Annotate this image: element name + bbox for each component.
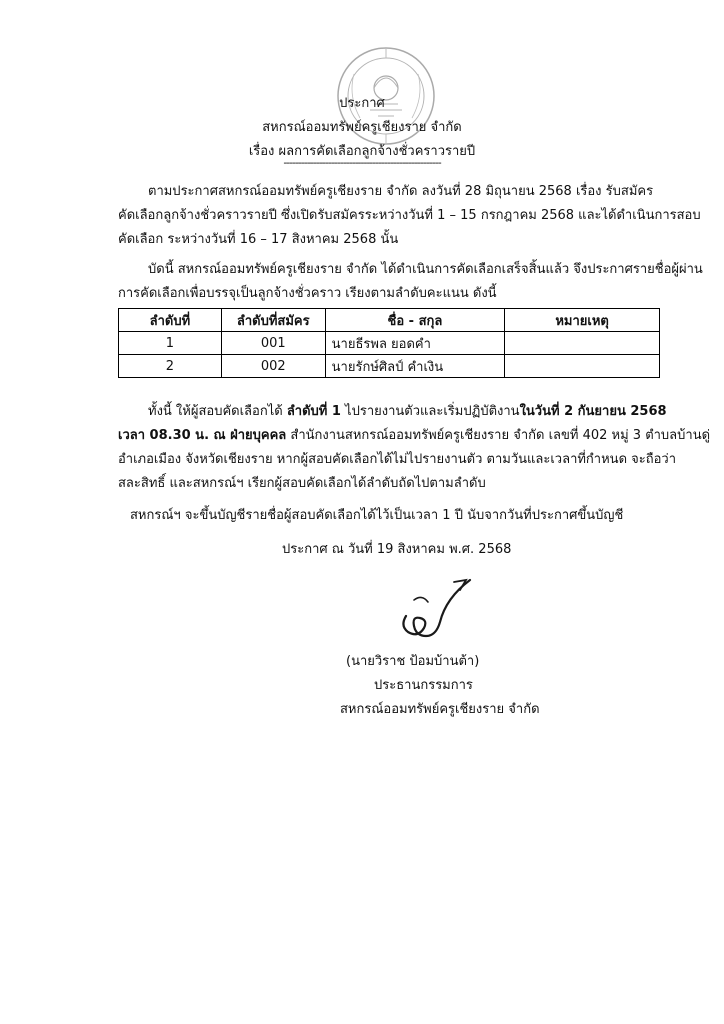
header-rank: ลำดับที่ [119, 309, 222, 332]
table-header-row [119, 309, 660, 332]
p3-start-date-emphasis: ในวันที่ 2 กันยายน 2568 [519, 404, 667, 419]
table-row [119, 355, 660, 378]
cell-remarks [505, 332, 660, 355]
divider: ----------------------------------------------------- [283, 156, 441, 169]
cell-full-name: นายรักษ์ศิลป์ คำเงิน [325, 355, 505, 378]
cell-full-name: นายธีรพล ยอดคำ [325, 332, 505, 355]
p3-rank-emphasis: ลำดับที่ 1 [286, 404, 341, 419]
p3-text-c: ไปรายงานตัวและเริ่มปฏิบัติงาน [340, 404, 520, 419]
cell-application-number: 002 [221, 355, 325, 378]
paragraph-4-line-1: สหกรณ์ฯ จะขึ้นบัญชีรายชื่อผู้สอบคัดเลือกได้ไว้เป็นเวลา 1 ปี นับจากวันที่ประกาศขึ้นบัญชี [130, 508, 624, 523]
paragraph-3-line-2 [118, 424, 711, 448]
cell-rank: 2 [119, 355, 222, 378]
paragraph-1-line-3: คัดเลือก ระหว่างวันที่ 16 – 17 สิงหาคม 2568 นั้น [118, 232, 399, 247]
paragraph-2-line-2: การคัดเลือกเพื่อบรรจุเป็นลูกจ้างชั่วคราว เรียงตามลำดับคะแนน ดังนี้ [118, 286, 497, 301]
header-application-number: ลำดับที่สมัคร [221, 309, 325, 332]
subject-line: เรื่อง ผลการคัดเลือกลูกจ้างชั่วคราวรายปี [248, 144, 476, 159]
cell-application-number: 001 [221, 332, 325, 355]
signer-organization: สหกรณ์ออมทรัพย์ครูเชียงราย จำกัด [340, 702, 540, 717]
paragraph-1-line-1: ตามประกาศสหกรณ์ออมทรัพย์ครูเชียงราย จำกัด ลงวันที่ 28 มิถุนายน 2568 เรื่อง รับสมัคร [148, 184, 654, 199]
paragraph-2-line-1: บัดนี้ สหกรณ์ออมทรัพย์ครูเชียงราย จำกัด ได้ดำเนินการคัดเลือกเสร็จสิ้นแล้ว จึงประกาศรายชื่อผู้ผ่าน [148, 262, 703, 277]
paragraph-1-line-2: คัดเลือกลูกจ้างชั่วคราวรายปี ซึ่งเปิดรับสมัครระหว่างวันที่ 1 – 15 กรกฎาคม 2568 และได้ดำเนินการสอบ [118, 208, 701, 223]
paragraph-3-line-3: อำเภอเมือง จังหวัดเชียงราย หากผู้สอบคัดเลือกได้ไม่ไปรายงานตัว ตามวันและเวลาที่กำหนด จะถือว่า [118, 452, 677, 467]
p3-time-place-emphasis: เวลา 08.30 น. ณ ฝ่ายบุคคล [118, 428, 287, 443]
announcement-date: ประกาศ ณ วันที่ 19 สิงหาคม พ.ศ. 2568 [282, 542, 512, 557]
paragraph-2 [118, 258, 703, 306]
p3-address: สำนักงานสหกรณ์ออมทรัพย์ครูเชียงราย จำกัด เลขที่ 402 หมู่ 3 ตำบลบ้านดู่ [286, 428, 711, 443]
paragraph-3 [118, 400, 711, 496]
table-row [119, 332, 660, 355]
paragraph-3-line-1 [118, 400, 667, 424]
cell-remarks [505, 355, 660, 378]
results-table [118, 308, 660, 378]
signer-position: ประธานกรรมการ [374, 678, 473, 693]
paragraph-4 [118, 504, 658, 528]
header-full-name: ชื่อ - สกุล [325, 309, 505, 332]
paragraph-1 [118, 180, 701, 252]
signer-name: (นายวิราช ป้อมบ้านต้า) [346, 654, 480, 669]
announcement-title: ประกาศ [339, 96, 385, 111]
p3-text-a: ทั้งนี้ ให้ผู้สอบคัดเลือกได้ [148, 404, 287, 419]
header-remarks: หมายเหตุ [505, 309, 660, 332]
cell-rank: 1 [119, 332, 222, 355]
handwritten-signature-icon [388, 576, 478, 648]
organization-name: สหกรณ์ออมทรัพย์ครูเชียงราย จำกัด [262, 120, 462, 135]
paragraph-3-line-4: สละสิทธิ์ และสหกรณ์ฯ เรียกผู้สอบคัดเลือกได้ลำดับถัดไปตามลำดับ [118, 476, 486, 491]
